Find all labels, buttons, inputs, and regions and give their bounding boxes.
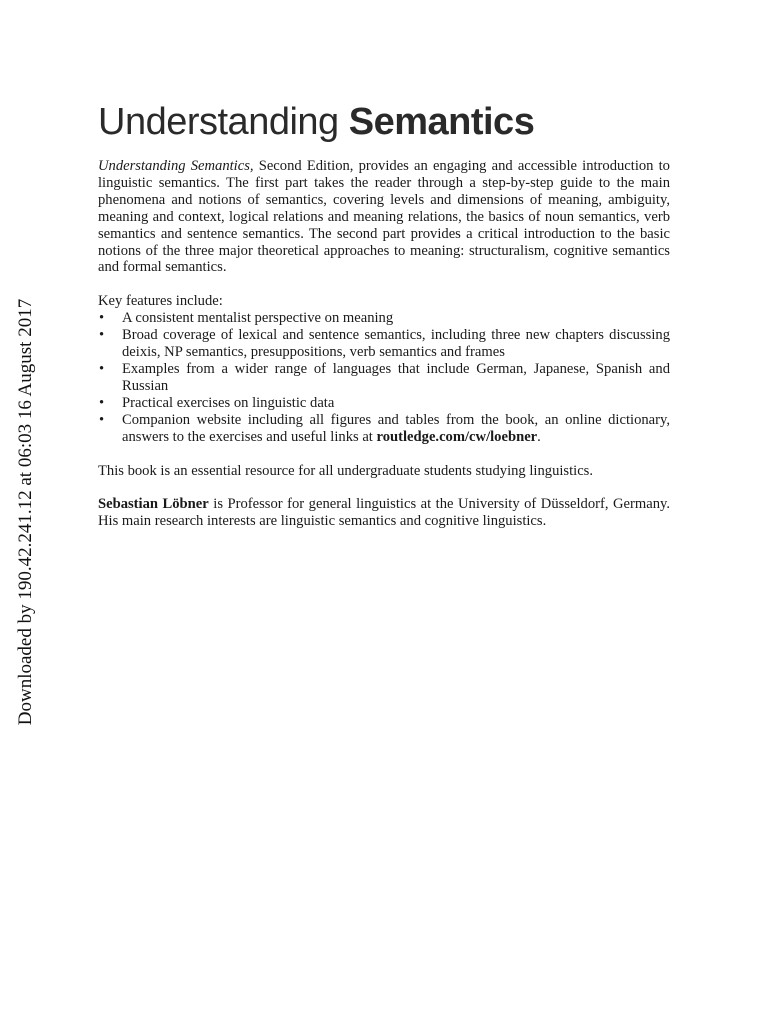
author-bio bbox=[98, 496, 670, 530]
description-text: Second Edition, provides an engaging and accessible introduction to linguistic semantics. The first part takes the reader through a step-by-step guide to the main phenomena and notions of semantics, covering levels and dimensions of meaning, ambiguity, meaning and context, logical relations and meaning relations, the basics of noun semantics, verb semantics and sentence semantics. The second part provides a critical introduction to the basic notions of the three major theoretical approaches to meaning: structuralism, cognitive semantics and formal semantics. bbox=[98, 158, 670, 276]
author-bio-text: is Professor for general linguistics at the University of Düsseldorf, Germany. His main research interests are linguistic semantics and cognitive linguistics. bbox=[98, 496, 670, 530]
bullet-icon: • bbox=[99, 310, 105, 327]
bullet-icon: • bbox=[99, 411, 105, 428]
feature-item bbox=[98, 361, 670, 395]
feature-text: Practical exercises on linguistic data bbox=[122, 394, 335, 411]
bullet-icon: • bbox=[99, 394, 105, 411]
book-description bbox=[98, 158, 670, 276]
back-cover-content bbox=[98, 100, 670, 530]
companion-website-link: routledge.com/cw/loebner bbox=[376, 428, 538, 445]
feature-item bbox=[98, 412, 670, 446]
download-watermark: Downloaded by 190.42.241.12 at 06:03 16 August 2017 bbox=[15, 298, 36, 726]
title-light: Understanding bbox=[98, 101, 339, 143]
feature-text: A consistent mentalist perspective on meaning bbox=[122, 310, 394, 327]
author-name: Sebastian Löbner bbox=[98, 496, 209, 513]
feature-text: Broad coverage of lexical and sentence semantics, including three new chapters discussing deixis, NP semantics, presuppositions, verb semantics and frames bbox=[122, 327, 670, 361]
feature-item bbox=[98, 310, 670, 327]
bullet-icon: • bbox=[99, 327, 105, 344]
book-title bbox=[98, 100, 670, 144]
description-italic-lead: Understanding Semantics, bbox=[98, 158, 254, 174]
features-list bbox=[98, 310, 670, 445]
feature-item bbox=[98, 395, 670, 412]
feature-text: Examples from a wider range of languages that include German, Japanese, Spanish and Russian bbox=[122, 360, 670, 394]
feature-end-punct: . bbox=[537, 428, 541, 445]
feature-text: Companion website including all figures and tables from the book, an online dictionary, answers to the exercises and useful links at bbox=[122, 411, 670, 445]
bullet-icon: • bbox=[99, 360, 105, 377]
feature-item bbox=[98, 327, 670, 361]
title-bold: Semantics bbox=[348, 101, 535, 143]
features-intro: Key features include: bbox=[98, 293, 223, 310]
essential-statement: This book is an essential resource for all undergraduate students studying linguistics. bbox=[98, 462, 594, 479]
